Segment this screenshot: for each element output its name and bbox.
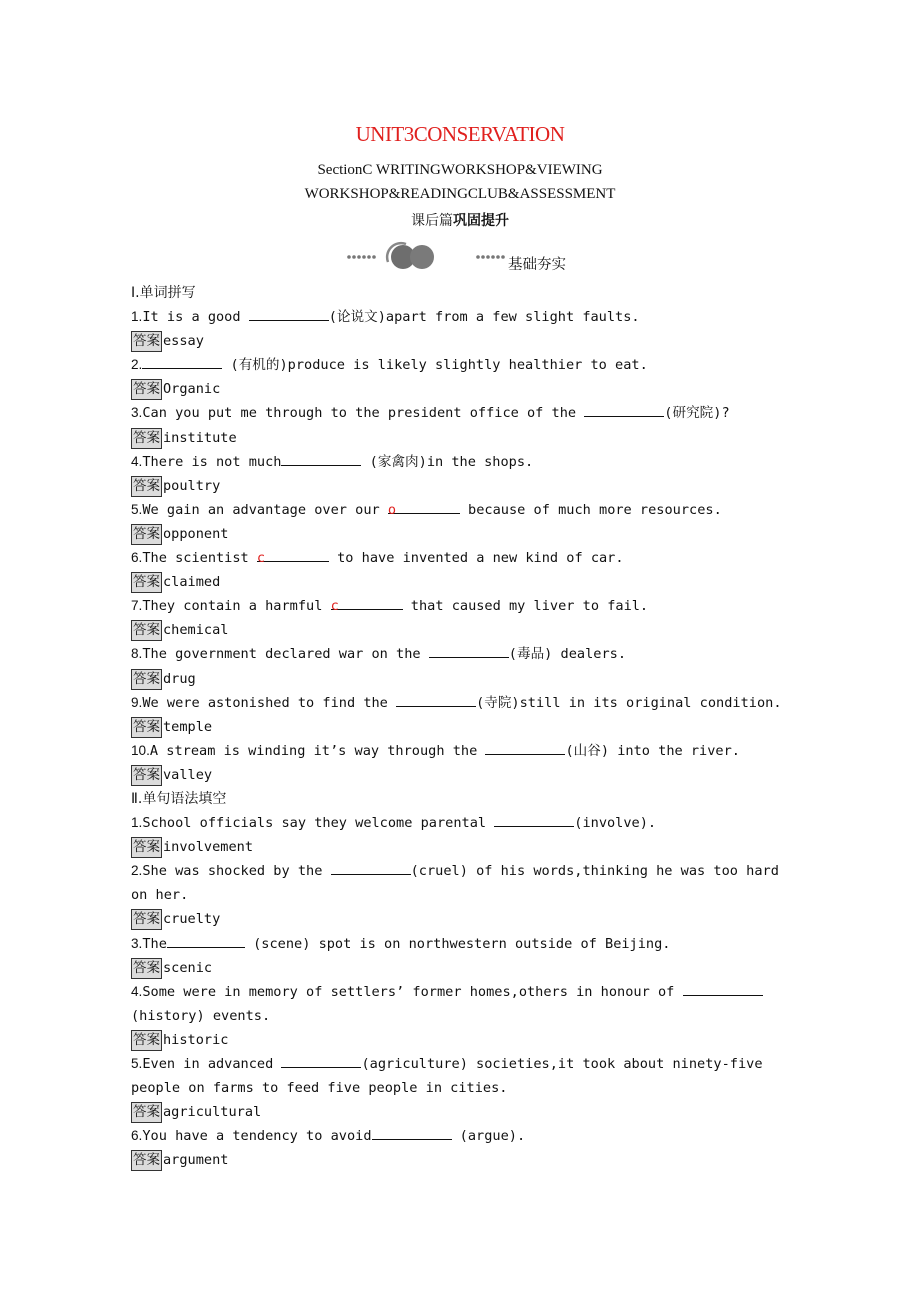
question-text-after: (山谷) into the river. xyxy=(565,742,740,759)
answer-tag: 答案 xyxy=(131,1102,162,1123)
question-number: 3. xyxy=(131,405,143,421)
answer-row xyxy=(131,426,793,450)
answer-tag: 答案 xyxy=(131,620,162,641)
banner-decoration-icon xyxy=(340,240,620,274)
question-text-after: because of much more resources. xyxy=(459,501,722,518)
question-text-before: We gain an advantage over our xyxy=(142,501,388,518)
answer-blank[interactable] xyxy=(167,932,245,948)
answer-text: cruelty xyxy=(163,911,221,928)
answer-text: scenic xyxy=(163,959,213,976)
question-text-after: (involve). xyxy=(574,815,657,832)
answer-tag: 答案 xyxy=(131,524,162,545)
question-text-before: There is not much xyxy=(142,453,282,470)
question-row xyxy=(131,642,793,666)
answer-row xyxy=(131,522,793,546)
question-number: 9. xyxy=(131,694,143,710)
question-number: 4. xyxy=(131,453,143,469)
answer-row xyxy=(131,618,793,642)
answer-text: temple xyxy=(163,718,213,735)
answer-text: valley xyxy=(163,766,213,783)
question-text-after: to have invented a new kind of car. xyxy=(328,550,624,567)
answer-blank[interactable] xyxy=(281,450,361,466)
question-text-before: It is a good xyxy=(142,309,249,326)
section1-heading: Ⅰ.单词拼写 xyxy=(131,285,196,301)
answer-blank[interactable] xyxy=(429,642,509,658)
exercise-content xyxy=(131,281,793,1172)
section1-items xyxy=(131,305,793,787)
answer-blank[interactable] xyxy=(485,739,565,755)
question-text-before: The scientist xyxy=(142,550,257,567)
answer-row xyxy=(131,570,793,594)
answer-row xyxy=(131,474,793,498)
answer-tag: 答案 xyxy=(131,669,162,690)
question-number: 2. xyxy=(131,357,143,373)
section2-heading: Ⅱ.单句语法填空 xyxy=(131,790,227,807)
blank-hint-letter: c xyxy=(330,598,339,615)
question-row xyxy=(131,932,793,956)
answer-blank[interactable] xyxy=(372,1124,452,1140)
answer-blank[interactable] xyxy=(142,353,222,369)
question-text-before: We were astonished to find the xyxy=(142,694,397,711)
question-row xyxy=(131,1052,793,1100)
answer-row xyxy=(131,1100,793,1124)
answer-text: claimed xyxy=(163,574,221,591)
question-text-after: (scene) spot is on northwestern outside of Beijing. xyxy=(244,935,671,952)
answer-text: essay xyxy=(163,333,204,350)
question-text-before: The xyxy=(142,935,167,952)
unit-title: UNIT3CONSERVATION xyxy=(355,122,565,146)
question-number: 6. xyxy=(131,1128,143,1144)
answer-row xyxy=(131,763,793,787)
question-number: 2. xyxy=(131,863,143,879)
question-number: 6. xyxy=(131,550,143,566)
question-row xyxy=(131,811,793,835)
answer-blank[interactable] xyxy=(584,401,664,417)
answer-blank[interactable] xyxy=(281,1052,361,1068)
question-number: 7. xyxy=(131,598,143,614)
question-text-after: that caused my liver to fail. xyxy=(402,598,649,615)
answer-text: argument xyxy=(163,1152,229,1169)
section-subtitle-line2: WORKSHOP&READINGCLUB&ASSESSMENT xyxy=(304,186,616,202)
answer-row xyxy=(131,667,793,691)
answer-blank[interactable] xyxy=(249,305,329,321)
question-row xyxy=(131,859,793,907)
question-text-before: Some were in memory of settlers’ former homes,others in honour of xyxy=(142,983,683,1000)
question-row xyxy=(131,594,793,618)
question-row xyxy=(131,498,793,522)
answer-tag: 答案 xyxy=(131,1150,162,1171)
answer-text: drug xyxy=(163,670,196,687)
answer-row xyxy=(131,329,793,353)
question-number: 3. xyxy=(131,935,143,951)
answer-blank[interactable] xyxy=(396,691,476,707)
answer-blank[interactable] xyxy=(330,594,403,615)
question-text-after: (cruel) of his words,thinking he was too hard on her. xyxy=(131,863,779,904)
answer-blank[interactable] xyxy=(683,980,763,996)
question-number: 1. xyxy=(131,815,143,831)
answer-row xyxy=(131,1148,793,1172)
consolidation-label: 巩固提升 xyxy=(453,213,509,229)
answer-tag: 答案 xyxy=(131,1030,162,1051)
question-number: 5. xyxy=(131,1056,143,1071)
section-subtitle-line3 xyxy=(0,210,920,230)
answer-tag: 答案 xyxy=(131,428,162,449)
after-class-label: 课后篇 xyxy=(411,213,453,229)
answer-text: poultry xyxy=(163,477,221,494)
question-number: 1. xyxy=(131,309,143,325)
answer-row xyxy=(131,377,793,401)
answer-row xyxy=(131,1028,793,1052)
question-text-after: (家禽肉)in the shops. xyxy=(361,453,534,470)
blank-hint-letter: c xyxy=(256,550,266,567)
question-text-before: She was shocked by the xyxy=(142,863,331,880)
question-row xyxy=(131,691,793,715)
answer-text: historic xyxy=(163,1031,229,1048)
question-text-after: (argue). xyxy=(451,1128,526,1145)
question-text-before: Can you put me through to the president office of the xyxy=(142,405,585,422)
blank-hint-letter: o xyxy=(387,501,397,518)
question-text-after: (有机的)produce is likely slightly healthier to eat. xyxy=(222,357,648,374)
answer-blank[interactable] xyxy=(256,546,329,567)
answer-tag: 答案 xyxy=(131,958,162,979)
question-row xyxy=(131,353,793,377)
answer-tag: 答案 xyxy=(131,765,162,786)
question-row xyxy=(131,739,793,763)
question-text-after: (history) events. xyxy=(131,1007,271,1024)
question-text-before: They contain a harmful xyxy=(142,598,331,615)
answer-row xyxy=(131,956,793,980)
answer-tag: 答案 xyxy=(131,837,162,858)
question-row xyxy=(131,546,793,570)
question-text-after: (agriculture) societies,it took about ninety-five people on farms to feed five people in cities. xyxy=(131,1056,763,1097)
answer-text: agricultural xyxy=(163,1104,262,1121)
answer-row xyxy=(131,715,793,739)
answer-row xyxy=(131,835,793,859)
answer-tag: 答案 xyxy=(131,572,162,593)
answer-text: institute xyxy=(163,429,237,446)
question-row xyxy=(131,305,793,329)
question-row xyxy=(131,450,793,474)
answer-tag: 答案 xyxy=(131,909,162,930)
question-text-after: (研究院)? xyxy=(664,405,730,422)
question-number: 10. xyxy=(131,742,150,758)
answer-text: Organic xyxy=(163,381,221,398)
answer-tag: 答案 xyxy=(131,379,162,400)
question-text-after: (寺院)still in its original condition. xyxy=(476,694,782,711)
answer-text: chemical xyxy=(163,622,229,639)
basic-skills-banner xyxy=(340,240,620,274)
answer-row xyxy=(131,907,793,931)
question-text-after: (论说文)apart from a few slight faults. xyxy=(328,309,640,326)
section-subtitle-line1: SectionC WRITINGWORKSHOP&VIEWING xyxy=(317,162,603,178)
question-row xyxy=(131,980,793,1028)
question-number: 5. xyxy=(131,501,143,517)
section2-items xyxy=(131,811,793,1172)
question-text-before: A stream is winding it’s way through the xyxy=(149,742,486,759)
question-row xyxy=(131,401,793,425)
answer-tag: 答案 xyxy=(131,331,162,352)
question-row xyxy=(131,1124,793,1148)
question-text-before: The government declared war on the xyxy=(142,646,429,663)
answer-text: opponent xyxy=(163,525,229,542)
answer-blank[interactable] xyxy=(331,859,411,875)
answer-blank[interactable] xyxy=(494,811,574,827)
answer-text: involvement xyxy=(163,839,254,856)
question-text-before: Even in advanced xyxy=(142,1056,282,1072)
answer-blank[interactable] xyxy=(387,498,460,518)
banner-label: 基础夯实 xyxy=(508,257,566,273)
question-number: 4. xyxy=(131,983,143,999)
question-text-before: School officials say they welcome parental xyxy=(142,815,495,832)
question-text-before: You have a tendency to avoid xyxy=(142,1128,372,1145)
answer-tag: 答案 xyxy=(131,717,162,738)
answer-tag: 答案 xyxy=(131,476,162,497)
question-number: 8. xyxy=(131,646,143,662)
question-text-after: (毒品) dealers. xyxy=(508,646,627,663)
